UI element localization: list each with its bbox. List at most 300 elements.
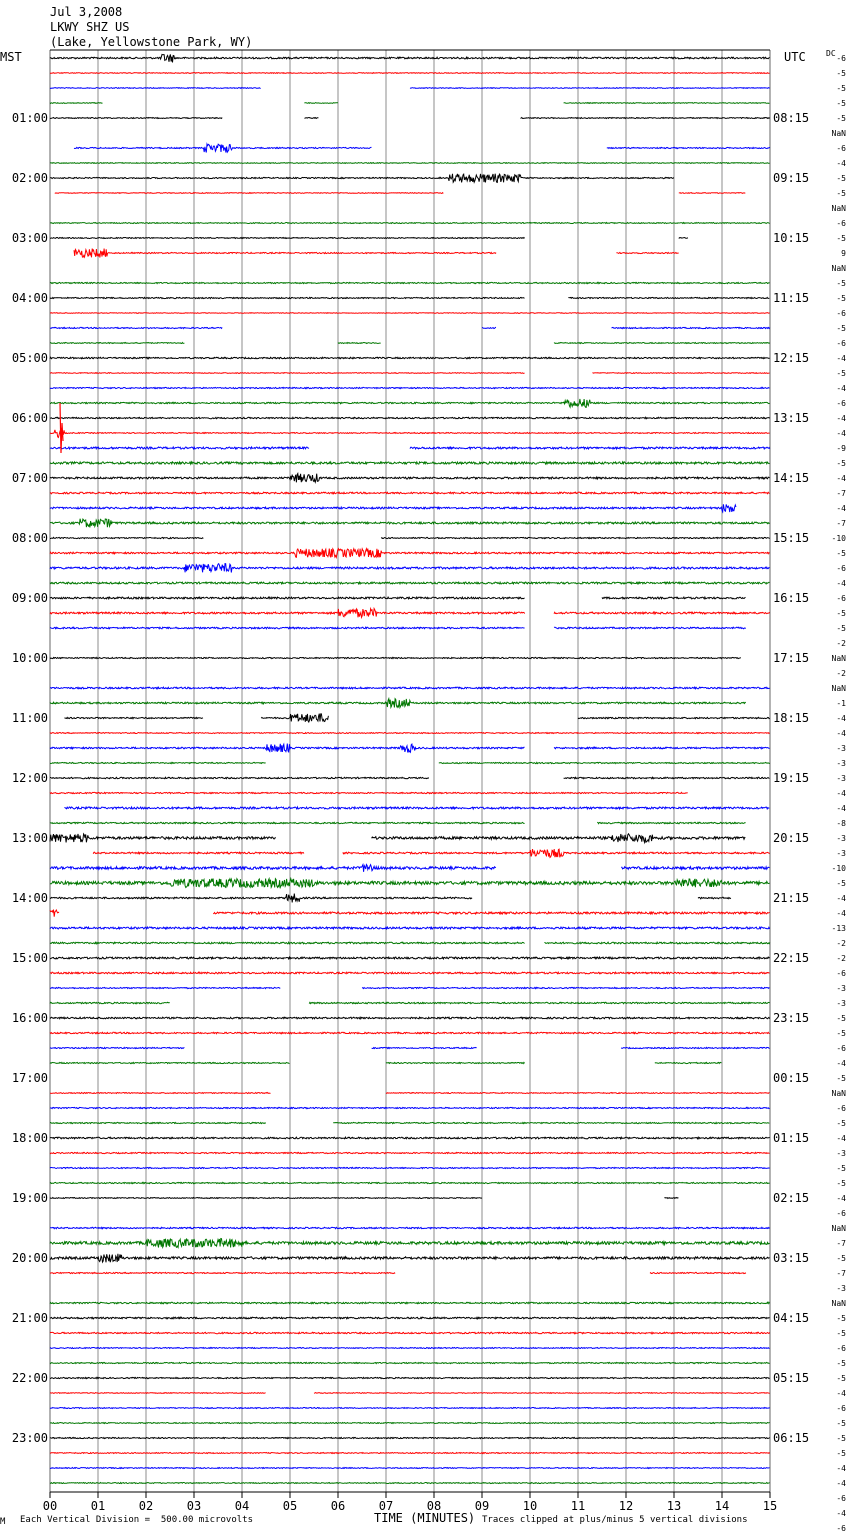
trace-line [554,747,770,749]
utc-hour-label: 20:15 [773,831,810,845]
trace-line [50,609,525,618]
trace-line [621,1047,769,1048]
dc-offset-value: -5 [836,234,846,243]
trace-line [50,597,525,599]
trace-line [50,627,525,629]
plot-date: Jul 3,2008 [50,5,123,19]
dc-offset-value: -4 [836,1464,846,1473]
mst-hour-label: 06:00 [11,411,48,425]
dc-offset-value: -5 [836,549,846,558]
vertical-division-note: Each Vertical Division = 500.00 microvolts [20,1515,253,1525]
trace-line [50,582,770,584]
minute-tick-labels [43,1492,777,1513]
trace-line [50,357,770,358]
utc-hour-label: 21:15 [773,891,810,905]
trace-line [362,987,769,988]
trace-line [612,327,770,328]
trace-line [314,1393,770,1394]
dc-offset-value: -4 [836,1389,846,1398]
trace-line [309,1002,770,1003]
trace-line [64,807,769,809]
mst-hour-label: 02:00 [11,171,48,185]
trace-line [213,912,770,914]
trace-line [554,612,770,614]
dc-offset-value: -6 [836,594,846,603]
utc-hour-label: 15:15 [773,531,810,545]
x-tick-label: 15 [762,1499,778,1513]
utc-hour-label: 12:15 [773,351,810,365]
trace-line [50,163,770,164]
dc-offset-value: -5 [836,609,846,618]
trace-line [50,282,770,283]
dc-offset-value: -3 [836,999,846,1008]
dc-offset-value: -4 [836,1509,846,1518]
x-tick-label: 10 [522,1499,538,1513]
dc-offset-value: -3 [836,744,846,753]
mst-hour-label: 03:00 [11,231,48,245]
trace-line [50,88,261,89]
dc-offset-value: -4 [836,429,846,438]
trace-line [50,957,770,959]
trace-line [50,417,770,418]
trace-line [50,744,525,753]
mst-hour-label: 20:00 [11,1251,48,1265]
x-tick-label: 13 [666,1499,682,1513]
trace-line [50,687,770,689]
station-code: LKWY SHZ US [50,20,130,34]
trace-line [520,118,769,119]
dc-offset-value: -5 [836,879,846,888]
dc-offset-value: -3 [836,759,846,768]
dc-offset-value: -6 [836,1104,846,1113]
dc-offset-value: -5 [836,69,846,78]
dc-offset-value: -4 [836,414,846,423]
dc-offset-value: -4 [836,1194,846,1203]
mst-hour-label: 07:00 [11,471,48,485]
x-tick-label: 00 [42,1499,58,1513]
trace-line [74,144,372,152]
trace-line [439,762,770,763]
dc-offset-value: -3 [836,1149,846,1158]
utc-hour-label: 00:15 [773,1071,810,1085]
x-tick-label: 06 [330,1499,346,1513]
dc-offset-value: -6 [836,54,846,63]
trace-line [564,103,770,104]
dc-offset-value: -7 [836,1269,846,1278]
trace-line [338,343,381,344]
dc-offset-value: -7 [836,519,846,528]
trace-line [50,1137,770,1139]
corner-mark: M [0,1517,6,1527]
trace-line [50,1453,770,1454]
dc-offset-value: -7 [836,489,846,498]
dc-offset-value: -3 [836,774,846,783]
mst-hour-label: 17:00 [11,1071,48,1085]
dc-offset-value: -4 [836,804,846,813]
trace-line [655,1062,722,1063]
x-tick-label: 07 [378,1499,394,1513]
trace-line [261,714,328,722]
mst-hour-labels [12,111,48,1445]
trace-line [50,373,525,374]
dc-offset-value: -5 [836,1119,846,1128]
trace-line [50,462,770,464]
trace-line [50,1348,770,1349]
dc-offset-value: -5 [836,1374,846,1383]
dc-offset-value: -4 [836,1134,846,1143]
seismogram-traces [50,54,770,1483]
dc-offset-value: -5 [836,1254,846,1263]
dc-offset-value: -6 [836,1209,846,1218]
dc-offset-value: -4 [836,1059,846,1068]
dc-offset-value: NaN [831,684,846,693]
utc-hour-label: 23:15 [773,1011,810,1025]
dc-offset-value: NaN [831,1299,846,1308]
utc-hour-label: 17:15 [773,651,810,665]
clip-note: Traces clipped at plus/minus 5 vertical divisions [482,1515,748,1525]
dc-offset-value: -5 [836,1074,846,1083]
dc-offset-value: -2 [836,639,846,648]
utc-hour-label: 22:15 [773,951,810,965]
dc-offset-value: -4 [836,1479,846,1488]
trace-line [50,1032,770,1033]
trace-line [50,1017,770,1019]
trace-line [50,733,770,734]
dc-offset-value: -5 [836,1434,846,1443]
x-tick-label: 09 [474,1499,490,1513]
dc-offset-value: -6 [836,399,846,408]
dc-offset-value: -4 [836,504,846,513]
mst-hour-label: 10:00 [11,651,48,665]
trace-line [602,597,746,599]
x-tick-label: 11 [570,1499,586,1513]
dc-offset-value: -4 [836,384,846,393]
dc-offset-value: -5 [836,84,846,93]
trace-line [60,403,63,453]
trace-line [592,373,769,374]
trace-line [50,103,103,104]
mst-hour-label: 08:00 [11,531,48,545]
mst-hour-label: 22:00 [11,1371,48,1385]
trace-line [50,777,429,778]
dc-offset-value: -6 [836,564,846,573]
trace-line [372,1047,477,1048]
trace-line [607,147,770,148]
dc-offset-value: -4 [836,729,846,738]
trace-line [50,429,770,438]
dc-offset-value: -5 [836,114,846,123]
trace-line [50,1182,770,1183]
trace-line [679,238,688,239]
mst-hour-label: 19:00 [11,1191,48,1205]
dc-offset-value: -5 [836,1419,846,1428]
trace-line [50,297,525,298]
dc-offset-value: -6 [836,339,846,348]
dc-offset-value: NaN [831,1089,846,1098]
trace-line [50,447,309,449]
trace-line [50,1047,184,1048]
trace-line [50,1152,770,1153]
trace-line [554,343,770,344]
trace-line [50,1254,770,1263]
trace-line [50,1302,770,1303]
trace-line [50,657,741,658]
trace-line [50,1198,482,1199]
trace-line [50,1093,271,1094]
mst-hour-label: 16:00 [11,1011,48,1025]
mst-hour-label: 18:00 [11,1131,48,1145]
trace-line [50,1107,770,1108]
trace-line [50,549,770,558]
trace-line [386,1062,525,1063]
trace-line [50,699,746,708]
trace-line [50,927,770,929]
trace-line [679,193,746,194]
trace-line [50,474,770,483]
dc-offset-value: -4 [836,474,846,483]
trace-line [50,54,770,62]
utc-hour-label: 02:15 [773,1191,810,1205]
trace-line [381,537,770,538]
mst-hour-label: 11:00 [11,711,48,725]
mst-hour-label: 23:00 [11,1431,48,1445]
mst-hour-label: 13:00 [11,831,48,845]
dc-offset-value: -3 [836,834,846,843]
trace-line [304,118,318,119]
trace-line [50,1483,770,1484]
trace-line [50,238,525,239]
trace-line [55,193,444,194]
trace-line [50,1002,170,1003]
dc-offset-value: -6 [836,144,846,153]
trace-line [50,910,59,917]
utc-hour-label: 05:15 [773,1371,810,1385]
mst-hour-label: 09:00 [11,591,48,605]
dc-offset-value: NaN [831,654,846,663]
trace-line [50,1408,770,1409]
dc-offset-value: -6 [836,1524,846,1533]
trace-line [482,327,496,328]
trace-line [50,1423,770,1424]
utc-hour-label: 18:15 [773,711,810,725]
trace-line [50,1167,770,1168]
dc-offset-value: -3 [836,1284,846,1293]
x-tick-label: 04 [234,1499,250,1513]
trace-line [50,1239,770,1248]
trace-line [50,504,736,512]
trace-line [597,822,745,823]
mst-hour-label: 12:00 [11,771,48,785]
dc-offset-value: -4 [836,354,846,363]
dc-offset-value: -4 [836,894,846,903]
trace-line [50,822,525,823]
dc-offset-value: -5 [836,279,846,288]
dc-offset-value: -6 [836,219,846,228]
dc-offset-value: -6 [836,969,846,978]
mst-hour-label: 21:00 [11,1311,48,1325]
dc-offset-value: -9 [836,444,846,453]
trace-line [50,118,222,119]
dc-offset-value: -4 [836,714,846,723]
trace-line [650,1272,746,1273]
utc-hour-label: 03:15 [773,1251,810,1265]
dc-offset-value: -5 [836,1449,846,1458]
trace-line [50,1227,770,1228]
dc-offset-value: -7 [836,1239,846,1248]
dc-offset-value: -4 [836,159,846,168]
mst-hour-label: 05:00 [11,351,48,365]
trace-line [50,942,525,944]
station-location: (Lake, Yellowstone Park, WY) [50,35,253,49]
trace-line [372,834,746,843]
utc-hour-label: 06:15 [773,1431,810,1445]
trace-line [50,313,770,314]
utc-hour-label: 13:15 [773,411,810,425]
left-axis-title: MST [0,50,22,64]
dc-offset-value: -10 [831,864,846,873]
dc-offset-value: -8 [836,819,846,828]
trace-line [50,792,688,793]
dc-offset-value: -5 [836,99,846,108]
trace-line [50,174,674,183]
trace-line [74,249,496,258]
dc-offset-value: -5 [836,174,846,183]
trace-line [621,867,769,870]
trace-line [568,297,769,298]
trace-line [50,399,770,407]
x-tick-label: 02 [138,1499,154,1513]
trace-line [50,987,280,988]
dc-offset-labels [826,49,846,1533]
minute-gridlines [50,50,770,1492]
dc-offset-value: -4 [836,909,846,918]
utc-hour-label: 16:15 [773,591,810,605]
dc-offset-value: -5 [836,324,846,333]
trace-line [93,852,304,854]
trace-line [698,897,731,899]
dc-offset-value: NaN [831,264,846,273]
trace-line [50,894,472,903]
dc-offset-value: -6 [836,1494,846,1503]
dc-offset-value: -5 [836,624,846,633]
trace-line [64,717,203,718]
dc-offset-value: -5 [836,369,846,378]
dc-offset-value: NaN [831,204,846,213]
trace-line [50,762,266,763]
trace-line [50,519,770,528]
dc-offset-value: -5 [836,1014,846,1023]
trace-line [564,777,770,778]
utc-hour-label: 04:15 [773,1311,810,1325]
trace-line [50,865,496,872]
trace-line [343,849,770,857]
trace-line [50,73,770,74]
utc-hour-label: 08:15 [773,111,810,125]
dc-offset-value: -5 [836,189,846,198]
x-tick-label: 05 [282,1499,298,1513]
x-tick-label: 12 [618,1499,634,1513]
x-tick-label: 08 [426,1499,442,1513]
dc-offset-value: -10 [831,534,846,543]
dc-offset-value: -4 [836,579,846,588]
trace-line [50,492,770,494]
dc-offset-value: 9 [841,249,846,258]
dc-offset-value: -5 [836,1164,846,1173]
dc-offset-value: -2 [836,669,846,678]
trace-line [50,879,770,888]
trace-line [50,1122,266,1123]
x-tick-label: 03 [186,1499,202,1513]
dc-offset-value: -1 [836,699,846,708]
x-axis-title: TIME (MINUTES) [374,1511,476,1525]
dc-offset-value: -6 [836,309,846,318]
trace-line [50,1272,395,1273]
mst-hour-label: 14:00 [11,891,48,905]
dc-offset-value: -6 [836,1404,846,1413]
utc-hour-label: 19:15 [773,771,810,785]
utc-hour-label: 14:15 [773,471,810,485]
trace-line [50,537,203,538]
trace-line [50,972,770,974]
trace-line [554,627,746,629]
trace-line [50,564,770,573]
right-axis-title: UTC [784,50,806,64]
trace-line [50,1362,770,1363]
trace-line [50,1393,266,1394]
dc-offset-value: -3 [836,984,846,993]
dc-offset-value: NaN [831,129,846,138]
dc-offset-value: -5 [836,1329,846,1338]
trace-line [50,223,770,224]
trace-line [50,1332,770,1333]
dc-offset-value: -4 [836,789,846,798]
mst-hour-label: 01:00 [11,111,48,125]
x-tick-label: 01 [90,1499,106,1513]
dc-offset-value: -5 [836,1179,846,1188]
mst-hour-label: 15:00 [11,951,48,965]
trace-line [50,327,222,328]
dc-offset-value: -5 [836,1359,846,1368]
utc-hour-label: 09:15 [773,171,810,185]
trace-line [333,1122,769,1123]
x-tick-label: 14 [714,1499,730,1513]
trace-line [410,88,770,89]
trace-line [304,103,338,104]
utc-hour-label: 01:15 [773,1131,810,1145]
trace-line [50,1377,770,1378]
dc-offset-value: -2 [836,939,846,948]
trace-line [50,1437,770,1438]
dc-label: DC [826,49,836,58]
dc-offset-value: -5 [836,294,846,303]
mst-hour-label: 04:00 [11,291,48,305]
utc-hour-label: 10:15 [773,231,810,245]
dc-offset-value: -6 [836,1344,846,1353]
dc-offset-value: -5 [836,1314,846,1323]
trace-line [50,1317,770,1319]
dc-offset-value: -3 [836,849,846,858]
dc-offset-value: -2 [836,954,846,963]
trace-line [50,1062,289,1063]
dc-offset-value: -13 [831,924,846,933]
dc-offset-value: -6 [836,1044,846,1053]
utc-hour-label: 11:15 [773,291,810,305]
dc-offset-value: -5 [836,1029,846,1038]
trace-line [50,1468,770,1469]
dc-offset-value: NaN [831,1224,846,1233]
trace-line [50,387,770,388]
dc-offset-value: -5 [836,459,846,468]
